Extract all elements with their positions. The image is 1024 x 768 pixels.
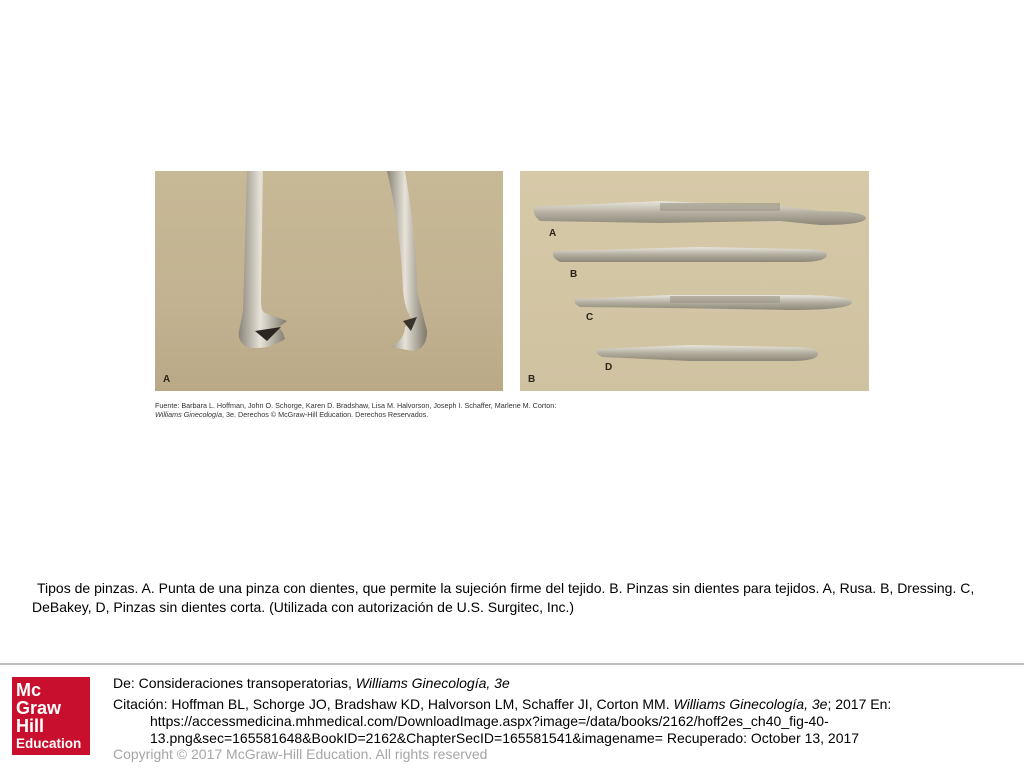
mcgraw-hill-logo [12, 677, 90, 755]
forceps-tip-illustration [155, 171, 503, 391]
forceps-set-illustration [520, 171, 869, 391]
from-book: Williams Ginecología, 3e [355, 675, 510, 691]
forceps-tip-photo [155, 171, 503, 391]
logo-line-4: Education [16, 736, 82, 751]
left-jaw [239, 171, 287, 348]
footer-divider [0, 663, 1024, 665]
logo-line-1: Mc [16, 680, 42, 700]
logo-line-2: Graw [16, 698, 62, 718]
figure-source-credit [155, 401, 625, 419]
citation [113, 696, 913, 747]
from-prefix: De: Consideraciones transoperatorias, [113, 675, 356, 691]
forceps-b [553, 247, 827, 262]
source-suffix: , 3e. Derechos © McGraw-Hill Education. Derechos Reservados. [222, 410, 429, 419]
panel-label-b: B [528, 374, 536, 385]
source-prefix: Fuente: Barbara L. Hoffman, John O. Schorge, Karen D. Bradshaw, Lisa M. Halvorson, Joseph I. Schaffer, Marlene M. Corton: [155, 401, 557, 410]
forceps-label-a: A [549, 228, 557, 239]
forceps-label-c: C [586, 312, 594, 323]
copyright-notice: Copyright © 2017 McGraw-Hill Education. All rights reserved [113, 746, 488, 762]
panel-label-a: A [163, 374, 171, 385]
citation-suffix: ; 2017 En: [827, 696, 892, 712]
forceps-label-d: D [605, 362, 613, 373]
forceps-label-b: B [570, 269, 578, 280]
citation-book: Williams Ginecología, 3e [673, 696, 828, 712]
caption-text: Tipos de pinzas. A. Punta de una pinza con dientes, que permite la sujeción firme del tejido. B. Pinzas sin dientes para tejidos. A, Rusa. B, Dressing. C, DeBakey, D, Pinzas sin dientes corta. (Utilizada con autorización de U.S. Surgitec, Inc.) [32, 580, 975, 615]
citation-prefix: Citación: Hoffman BL, Schorge JO, Bradshaw KD, Halvorson LM, Schaffer JI, Corton MM. [113, 696, 674, 712]
logo-line-3: Hill [16, 716, 45, 736]
forceps-set-photo [520, 171, 869, 391]
figure-caption [32, 579, 1007, 617]
forceps-d [597, 345, 818, 361]
source-book: Williams Ginecología [155, 410, 223, 419]
source-chapter [113, 675, 510, 692]
citation-url: https://accessmedicina.mhmedical.com/DownloadImage.aspx?image=/data/books/2162/hoff2es_ch40_fig-40-13.png&sec=165581648&BookID=2162&ChapterSecID=165581541&imagename= Recuperado: October 13, 2017 [150, 713, 860, 746]
